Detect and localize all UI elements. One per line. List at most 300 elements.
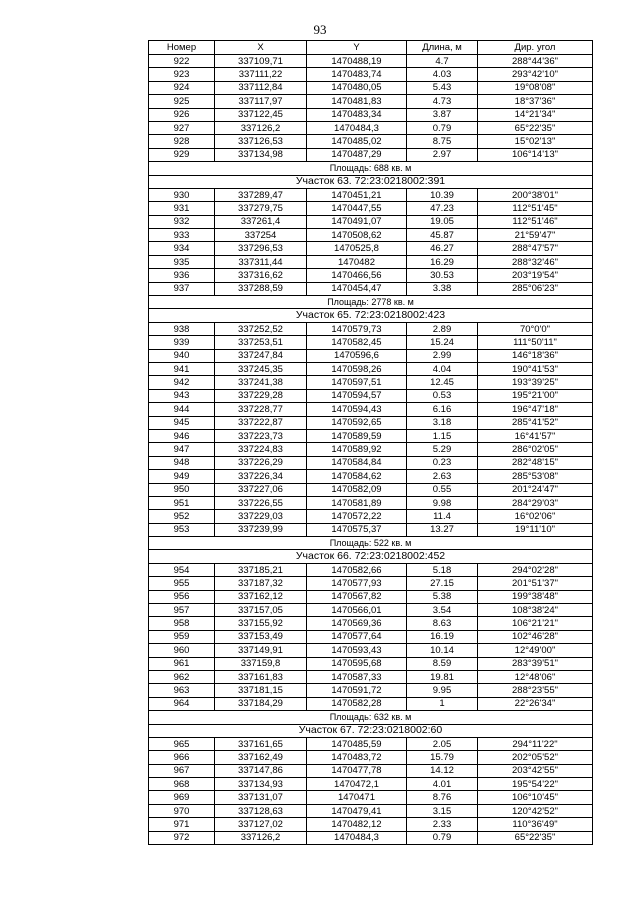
table-row xyxy=(149,617,593,630)
cell-y: 1470589,92 xyxy=(307,443,407,456)
cell-y: 1470481,83 xyxy=(307,95,407,108)
cell-number: 936 xyxy=(149,269,215,282)
table-row xyxy=(149,697,593,710)
table-row xyxy=(149,429,593,442)
cell-y: 1470566,01 xyxy=(307,604,407,617)
area-label: Площадь: 2778 кв. м xyxy=(149,296,593,309)
cell-number: 967 xyxy=(149,764,215,777)
cell-length: 8.63 xyxy=(407,617,478,630)
cell-x: 337254 xyxy=(215,229,307,242)
cell-y: 1470589,59 xyxy=(307,429,407,442)
cell-y: 1470472,1 xyxy=(307,778,407,791)
cell-length: 8.76 xyxy=(407,791,478,804)
cell-number: 960 xyxy=(149,644,215,657)
cell-number: 930 xyxy=(149,188,215,201)
table-row xyxy=(149,148,593,161)
cell-length: 16.19 xyxy=(407,630,478,643)
table-row xyxy=(149,81,593,94)
table-row xyxy=(149,188,593,201)
cell-length: 3.87 xyxy=(407,108,478,121)
cell-number: 946 xyxy=(149,429,215,442)
table-row xyxy=(149,403,593,416)
cell-x: 337147,86 xyxy=(215,764,307,777)
cell-x: 337161,83 xyxy=(215,670,307,683)
cell-number: 964 xyxy=(149,697,215,710)
table-row xyxy=(149,416,593,429)
section-title: Участок 65. 72:23:0218002:423 xyxy=(149,309,593,322)
section-title: Участок 67. 72:23:0218002:60 xyxy=(149,724,593,737)
cell-x: 337162,49 xyxy=(215,751,307,764)
cell-direction-angle: 12°49'00" xyxy=(478,644,593,657)
table-row xyxy=(149,577,593,590)
cell-y: 1470584,62 xyxy=(307,470,407,483)
cell-number: 945 xyxy=(149,416,215,429)
cell-y: 1470584,84 xyxy=(307,456,407,469)
cell-x: 337261,4 xyxy=(215,215,307,228)
table-header-row xyxy=(149,41,593,55)
cell-direction-angle: 293°42'10" xyxy=(478,68,593,81)
cell-direction-angle: 16°02'06" xyxy=(478,510,593,523)
cell-x: 337126,2 xyxy=(215,121,307,134)
cell-number: 969 xyxy=(149,791,215,804)
area-row xyxy=(149,711,593,724)
cell-number: 953 xyxy=(149,523,215,536)
cell-x: 337253,51 xyxy=(215,336,307,349)
cell-y: 1470567,82 xyxy=(307,590,407,603)
cell-x: 337288,59 xyxy=(215,282,307,295)
cell-length: 5.18 xyxy=(407,563,478,576)
cell-y: 1470598,26 xyxy=(307,362,407,375)
table-row xyxy=(149,389,593,402)
header-x: X xyxy=(215,41,307,55)
cell-direction-angle: 203°42'55" xyxy=(478,764,593,777)
cell-direction-angle: 111°50'11" xyxy=(478,336,593,349)
cell-number: 970 xyxy=(149,804,215,817)
table-row xyxy=(149,590,593,603)
cell-length: 9.98 xyxy=(407,496,478,509)
cell-length: 9.95 xyxy=(407,684,478,697)
area-row xyxy=(149,162,593,175)
cell-x: 337111,22 xyxy=(215,68,307,81)
cell-y: 1470471 xyxy=(307,791,407,804)
cell-x: 337229,03 xyxy=(215,510,307,523)
cell-number: 966 xyxy=(149,751,215,764)
cell-number: 958 xyxy=(149,617,215,630)
cell-direction-angle: 285°53'08" xyxy=(478,470,593,483)
cell-number: 943 xyxy=(149,389,215,402)
cell-length: 1 xyxy=(407,697,478,710)
header-number: Номер xyxy=(149,41,215,55)
cell-length: 3.54 xyxy=(407,604,478,617)
cell-direction-angle: 106°21'21" xyxy=(478,617,593,630)
cell-number: 965 xyxy=(149,737,215,750)
cell-length: 2.99 xyxy=(407,349,478,362)
cell-direction-angle: 22°26'34" xyxy=(478,697,593,710)
cell-x: 337316,62 xyxy=(215,269,307,282)
cell-direction-angle: 112°51'46" xyxy=(478,215,593,228)
header-y: Y xyxy=(307,41,407,55)
cell-direction-angle: 112°51'45" xyxy=(478,202,593,215)
cell-number: 957 xyxy=(149,604,215,617)
cell-x: 337311,44 xyxy=(215,255,307,268)
cell-y: 1470596,6 xyxy=(307,349,407,362)
cell-length: 3.18 xyxy=(407,416,478,429)
table-row xyxy=(149,255,593,268)
cell-x: 337127,02 xyxy=(215,818,307,831)
table-row xyxy=(149,630,593,643)
cell-y: 1470485,02 xyxy=(307,135,407,148)
area-label: Площадь: 688 кв. м xyxy=(149,162,593,175)
cell-length: 45.87 xyxy=(407,229,478,242)
cell-length: 19.81 xyxy=(407,670,478,683)
cell-number: 935 xyxy=(149,255,215,268)
cell-y: 1470487,29 xyxy=(307,148,407,161)
cell-direction-angle: 120°42'52" xyxy=(478,804,593,817)
cell-y: 1470591,72 xyxy=(307,684,407,697)
cell-y: 1470482,12 xyxy=(307,818,407,831)
table-row xyxy=(149,737,593,750)
cell-x: 337181,15 xyxy=(215,684,307,697)
cell-x: 337159,8 xyxy=(215,657,307,670)
cell-y: 1470579,73 xyxy=(307,322,407,335)
table-row xyxy=(149,684,593,697)
cell-x: 337117,97 xyxy=(215,95,307,108)
cell-length: 2.33 xyxy=(407,818,478,831)
table-row xyxy=(149,68,593,81)
cell-direction-angle: 65°22'35" xyxy=(478,121,593,134)
cell-y: 1470484,3 xyxy=(307,121,407,134)
cell-direction-angle: 196°47'18" xyxy=(478,403,593,416)
cell-y: 1470575,37 xyxy=(307,523,407,536)
cell-number: 951 xyxy=(149,496,215,509)
cell-y: 1470454,47 xyxy=(307,282,407,295)
cell-direction-angle: 201°24'47" xyxy=(478,483,593,496)
cell-direction-angle: 106°14'13" xyxy=(478,148,593,161)
cell-x: 337112,84 xyxy=(215,81,307,94)
cell-length: 27.15 xyxy=(407,577,478,590)
cell-length: 15.79 xyxy=(407,751,478,764)
cell-direction-angle: 18°37'36" xyxy=(478,95,593,108)
cell-number: 952 xyxy=(149,510,215,523)
cell-direction-angle: 282°48'15" xyxy=(478,456,593,469)
cell-x: 337185,21 xyxy=(215,563,307,576)
cell-length: 4.04 xyxy=(407,362,478,375)
cell-direction-angle: 102°46'28" xyxy=(478,630,593,643)
cell-length: 4.01 xyxy=(407,778,478,791)
cell-length: 10.39 xyxy=(407,188,478,201)
cell-y: 1470582,28 xyxy=(307,697,407,710)
cell-y: 1470581,89 xyxy=(307,496,407,509)
cell-number: 963 xyxy=(149,684,215,697)
cell-length: 19.05 xyxy=(407,215,478,228)
table-row xyxy=(149,456,593,469)
cell-direction-angle: 203°19'54" xyxy=(478,269,593,282)
cell-length: 0.53 xyxy=(407,389,478,402)
cell-y: 1470466,56 xyxy=(307,269,407,282)
cell-length: 2.05 xyxy=(407,737,478,750)
cell-number: 932 xyxy=(149,215,215,228)
cell-length: 1.15 xyxy=(407,429,478,442)
table-row xyxy=(149,202,593,215)
cell-y: 1470508,62 xyxy=(307,229,407,242)
cell-direction-angle: 190°41'53" xyxy=(478,362,593,375)
cell-number: 931 xyxy=(149,202,215,215)
table-row xyxy=(149,242,593,255)
cell-y: 1470483,34 xyxy=(307,108,407,121)
table-row xyxy=(149,470,593,483)
cell-y: 1470488,19 xyxy=(307,55,407,68)
cell-y: 1470569,36 xyxy=(307,617,407,630)
cell-y: 1470595,68 xyxy=(307,657,407,670)
cell-direction-angle: 283°39'51" xyxy=(478,657,593,670)
table-row xyxy=(149,108,593,121)
cell-direction-angle: 108°38'24" xyxy=(478,604,593,617)
cell-length: 30.53 xyxy=(407,269,478,282)
table-row xyxy=(149,269,593,282)
cell-direction-angle: 286°02'05" xyxy=(478,443,593,456)
cell-y: 1470483,74 xyxy=(307,68,407,81)
cell-direction-angle: 65°22'35" xyxy=(478,831,593,844)
table-row xyxy=(149,443,593,456)
cell-y: 1470592,65 xyxy=(307,416,407,429)
cell-number: 929 xyxy=(149,148,215,161)
cell-direction-angle: 15°02'13" xyxy=(478,135,593,148)
cell-x: 337296,53 xyxy=(215,242,307,255)
cell-x: 337228,77 xyxy=(215,403,307,416)
cell-length: 4.03 xyxy=(407,68,478,81)
cell-direction-angle: 288°47'57" xyxy=(478,242,593,255)
table-row xyxy=(149,670,593,683)
table-row xyxy=(149,282,593,295)
section-row xyxy=(149,550,593,563)
cell-y: 1470597,51 xyxy=(307,376,407,389)
cell-x: 337222,87 xyxy=(215,416,307,429)
table-row xyxy=(149,215,593,228)
cell-number: 928 xyxy=(149,135,215,148)
table-row xyxy=(149,55,593,68)
table-row xyxy=(149,657,593,670)
cell-number: 962 xyxy=(149,670,215,683)
cell-x: 337252,52 xyxy=(215,322,307,335)
cell-y: 1470577,64 xyxy=(307,630,407,643)
cell-number: 959 xyxy=(149,630,215,643)
cell-length: 0.79 xyxy=(407,831,478,844)
cell-length: 8.59 xyxy=(407,657,478,670)
cell-length: 2.97 xyxy=(407,148,478,161)
table-row xyxy=(149,376,593,389)
cell-length: 16.29 xyxy=(407,255,478,268)
cell-number: 927 xyxy=(149,121,215,134)
cell-direction-angle: 294°02'28" xyxy=(478,563,593,576)
cell-x: 337223,73 xyxy=(215,429,307,442)
cell-number: 949 xyxy=(149,470,215,483)
area-row xyxy=(149,296,593,309)
cell-direction-angle: 195°54'22" xyxy=(478,778,593,791)
cell-x: 337155,92 xyxy=(215,617,307,630)
cell-number: 933 xyxy=(149,229,215,242)
cell-number: 944 xyxy=(149,403,215,416)
table-row xyxy=(149,818,593,831)
cell-x: 337161,65 xyxy=(215,737,307,750)
cell-direction-angle: 193°39'25" xyxy=(478,376,593,389)
cell-direction-angle: 288°44'36" xyxy=(478,55,593,68)
cell-length: 15.24 xyxy=(407,336,478,349)
cell-number: 941 xyxy=(149,362,215,375)
table-row xyxy=(149,804,593,817)
cell-direction-angle: 146°18'36" xyxy=(478,349,593,362)
cell-number: 937 xyxy=(149,282,215,295)
cell-x: 337247,84 xyxy=(215,349,307,362)
cell-y: 1470594,43 xyxy=(307,403,407,416)
cell-direction-angle: 19°11'10" xyxy=(478,523,593,536)
cell-x: 337241,38 xyxy=(215,376,307,389)
cell-number: 934 xyxy=(149,242,215,255)
cell-direction-angle: 21°59'47" xyxy=(478,229,593,242)
cell-length: 14.12 xyxy=(407,764,478,777)
cell-x: 337279,75 xyxy=(215,202,307,215)
cell-number: 955 xyxy=(149,577,215,590)
cell-number: 961 xyxy=(149,657,215,670)
table-row xyxy=(149,322,593,335)
coordinates-table xyxy=(148,40,593,845)
cell-length: 4.73 xyxy=(407,95,478,108)
table-row xyxy=(149,510,593,523)
cell-x: 337157,05 xyxy=(215,604,307,617)
cell-y: 1470525,8 xyxy=(307,242,407,255)
cell-number: 950 xyxy=(149,483,215,496)
cell-direction-angle: 16°41'57" xyxy=(478,429,593,442)
cell-y: 1470594,57 xyxy=(307,389,407,402)
table-row xyxy=(149,523,593,536)
cell-direction-angle: 285°41'52" xyxy=(478,416,593,429)
cell-y: 1470477,78 xyxy=(307,764,407,777)
table-row xyxy=(149,764,593,777)
cell-x: 337128,63 xyxy=(215,804,307,817)
cell-x: 337126,53 xyxy=(215,135,307,148)
cell-number: 947 xyxy=(149,443,215,456)
cell-direction-angle: 195°21'00" xyxy=(478,389,593,402)
cell-length: 12.45 xyxy=(407,376,478,389)
table-row xyxy=(149,604,593,617)
cell-number: 939 xyxy=(149,336,215,349)
cell-direction-angle: 106°10'45" xyxy=(478,791,593,804)
cell-length: 5.38 xyxy=(407,590,478,603)
table-row xyxy=(149,362,593,375)
table-row xyxy=(149,791,593,804)
cell-direction-angle: 199°38'48" xyxy=(478,590,593,603)
cell-direction-angle: 202°05'52" xyxy=(478,751,593,764)
cell-x: 337226,34 xyxy=(215,470,307,483)
area-row xyxy=(149,537,593,550)
area-label: Площадь: 632 кв. м xyxy=(149,711,593,724)
cell-number: 923 xyxy=(149,68,215,81)
table-row xyxy=(149,229,593,242)
section-row xyxy=(149,309,593,322)
cell-x: 337162,12 xyxy=(215,590,307,603)
table-row xyxy=(149,778,593,791)
cell-length: 3.38 xyxy=(407,282,478,295)
table-row xyxy=(149,336,593,349)
cell-number: 940 xyxy=(149,349,215,362)
cell-x: 337289,47 xyxy=(215,188,307,201)
cell-y: 1470483,72 xyxy=(307,751,407,764)
cell-y: 1470593,43 xyxy=(307,644,407,657)
cell-direction-angle: 200°38'01" xyxy=(478,188,593,201)
cell-number: 954 xyxy=(149,563,215,576)
cell-number: 925 xyxy=(149,95,215,108)
cell-x: 337226,55 xyxy=(215,496,307,509)
cell-x: 337109,71 xyxy=(215,55,307,68)
cell-y: 1470582,45 xyxy=(307,336,407,349)
cell-y: 1470479,41 xyxy=(307,804,407,817)
cell-length: 13.27 xyxy=(407,523,478,536)
cell-x: 337126,2 xyxy=(215,831,307,844)
cell-direction-angle: 19°08'08" xyxy=(478,81,593,94)
cell-direction-angle: 14°21'34" xyxy=(478,108,593,121)
cell-y: 1470572,22 xyxy=(307,510,407,523)
cell-x: 337153,49 xyxy=(215,630,307,643)
cell-length: 2.63 xyxy=(407,470,478,483)
cell-length: 2.89 xyxy=(407,322,478,335)
cell-x: 337229,28 xyxy=(215,389,307,402)
cell-direction-angle: 285°06'23" xyxy=(478,282,593,295)
cell-x: 337122,45 xyxy=(215,108,307,121)
cell-length: 8.75 xyxy=(407,135,478,148)
cell-y: 1470491,07 xyxy=(307,215,407,228)
cell-y: 1470587,33 xyxy=(307,670,407,683)
cell-direction-angle: 288°32'46" xyxy=(478,255,593,268)
cell-length: 0.55 xyxy=(407,483,478,496)
cell-y: 1470447,55 xyxy=(307,202,407,215)
table-row xyxy=(149,563,593,576)
cell-x: 337149,91 xyxy=(215,644,307,657)
table-row xyxy=(149,831,593,844)
cell-number: 924 xyxy=(149,81,215,94)
cell-number: 922 xyxy=(149,55,215,68)
cell-y: 1470577,93 xyxy=(307,577,407,590)
table-row xyxy=(149,496,593,509)
cell-length: 0.23 xyxy=(407,456,478,469)
cell-number: 938 xyxy=(149,322,215,335)
table-body xyxy=(149,55,593,845)
cell-length: 0.79 xyxy=(407,121,478,134)
cell-y: 1470582,66 xyxy=(307,563,407,576)
cell-direction-angle: 70°0'0" xyxy=(478,322,593,335)
page-number: 93 xyxy=(313,22,327,37)
area-label: Площадь: 522 кв. м xyxy=(149,537,593,550)
cell-number: 942 xyxy=(149,376,215,389)
cell-x: 337226,29 xyxy=(215,456,307,469)
section-title: Участок 66. 72:23:0218002:452 xyxy=(149,550,593,563)
cell-number: 956 xyxy=(149,590,215,603)
cell-direction-angle: 201°51'37" xyxy=(478,577,593,590)
cell-x: 337227,06 xyxy=(215,483,307,496)
cell-x: 337187,32 xyxy=(215,577,307,590)
cell-direction-angle: 110°36'49" xyxy=(478,818,593,831)
header-direction-angle: Дир. угол xyxy=(478,41,593,55)
cell-length: 6.16 xyxy=(407,403,478,416)
table-row xyxy=(149,121,593,134)
cell-number: 972 xyxy=(149,831,215,844)
table-row xyxy=(149,95,593,108)
cell-length: 47.23 xyxy=(407,202,478,215)
table-row xyxy=(149,135,593,148)
cell-number: 926 xyxy=(149,108,215,121)
cell-direction-angle: 12°48'06" xyxy=(478,670,593,683)
cell-number: 968 xyxy=(149,778,215,791)
cell-direction-angle: 294°11'22" xyxy=(478,737,593,750)
section-row xyxy=(149,175,593,188)
